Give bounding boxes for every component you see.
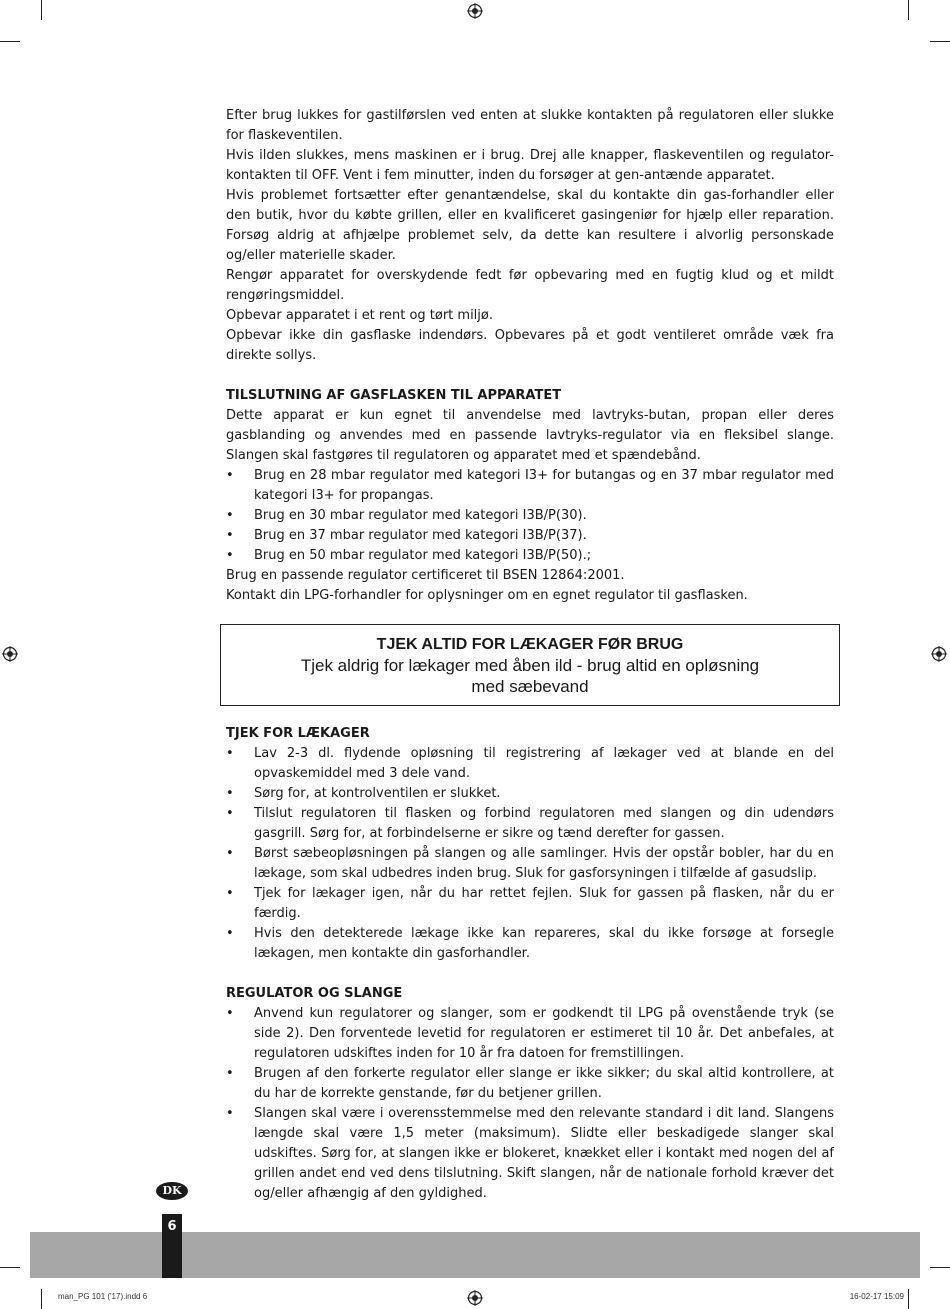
- crop-mark: [908, 0, 909, 20]
- paragraph: Opbevar ikke din gasflaske indendørs. Opbevares på et godt ventileret område væk fra direkte sollys.: [226, 328, 834, 363]
- paragraph: Efter brug lukkes for gastilførslen ved enten at slukke kontakten på regulatoren eller slukke for flaskeventilen.: [226, 108, 834, 143]
- paragraph: Kontakt din LPG-forhandler for oplysninger om en egnet regulator til gasflasken.: [226, 588, 748, 603]
- page-content: [226, 106, 834, 1204]
- warning-text: med sæbevand: [471, 677, 589, 696]
- crop-mark: [930, 41, 950, 42]
- crop-mark: [0, 41, 20, 42]
- crop-mark: [908, 1289, 909, 1309]
- section-heading: REGULATOR OG SLANGE: [226, 986, 403, 1001]
- list-item: • Børst sæbeopløsningen på slangen og alle samlinger. Hvis der opstår bobler, har du en lækage, som skal udbedres inden brug. Sluk for gasforsyningen i tilfælde af gasudslip.: [226, 844, 834, 884]
- paragraph: Brug en passende regulator certificeret til BSEN 12864:2001.: [226, 568, 625, 583]
- paragraph: Rengør apparatet for overskydende fedt før opbevaring med en fugtig klud og et mildt rengøringsmiddel.: [226, 268, 834, 303]
- list-item: • Lav 2-3 dl. flydende opløsning til registrering af lækager ved at blande en del opvaskemiddel med 3 dele vand.: [226, 744, 834, 784]
- crop-mark: [0, 1267, 20, 1268]
- registration-mark-icon: [2, 646, 18, 662]
- section-heading: TJEK FOR LÆKAGER: [226, 726, 370, 741]
- registration-mark-icon: [467, 1290, 483, 1306]
- list-item: • Brug en 50 mbar regulator med kategori I3B/P(50).;: [226, 546, 834, 566]
- list-item: • Anvend kun regulatorer og slanger, som er godkendt til LPG på ovenstående tryk (se side 2). Den forventede levetid for regulatoren er estimeret til 10 år. Det anbefales, at regulatoren udskiftes inden for 10 år fra datoen for fremstillingen.: [226, 1004, 834, 1064]
- print-slug-date: 16-02-17 15:09: [849, 1292, 904, 1301]
- page-number: 6: [162, 1214, 182, 1278]
- crop-mark: [930, 1267, 950, 1268]
- bullet-list: [226, 466, 834, 566]
- list-item: • Tilslut regulatoren til flasken og forbind regulatoren med slangen og din udendørs gasgrill. Sørg for, at forbindelserne er sikre og tænd derefter for gassen.: [226, 804, 834, 844]
- print-slug-file: man_PG 101 ('17).indd 6: [58, 1292, 148, 1301]
- bullet-list: [226, 1004, 834, 1204]
- bullet-list: [226, 744, 834, 964]
- language-badge: DK: [156, 1182, 188, 1200]
- paragraph: Dette apparat er kun egnet til anvendelse med lavtryks-butan, propan eller deres gasblanding og anvendes med en passende lavtryks-regulator via en fleksibel slange. Slangen skal fastgøres til regulatoren og apparatet med et spændebånd.: [226, 408, 834, 463]
- warning-title: TJEK ALTID FOR LÆKAGER FØR BRUG: [376, 636, 684, 653]
- registration-mark-icon: [931, 646, 947, 662]
- warning-text: Tjek aldrig for lækager med åben ild - brug altid en opløsning: [300, 656, 760, 675]
- registration-mark-icon: [467, 3, 483, 19]
- list-item: • Brug en 30 mbar regulator med kategori I3B/P(30).: [226, 506, 834, 526]
- list-item: • Hvis den detekterede lækage ikke kan repareres, skal du ikke forsøge at forsegle lækagen, men kontakte din gasforhandler.: [226, 924, 834, 964]
- section-heading: TILSLUTNING AF GASFLASKEN TIL APPARATET: [226, 388, 562, 403]
- list-item: • Brugen af den forkerte regulator eller slange er ikke sikker; du skal altid kontrollere, at du har de korrekte genstande, før du betjener grillen.: [226, 1064, 834, 1104]
- list-item: • Slangen skal være i overensstemmelse med den relevante standard i dit land. Slangens længde skal være 1,5 meter (maksimum). Slidte eller beskadigede slanger skal udskiftes. Sørg for, at slangen ikke er blokeret, knækket eller i kontakt med nogen del af grillen andet end ved dens tilslutning. Skift slangen, når de nationale forhold kræver det og/eller afhængig af den gyldighed.: [226, 1104, 834, 1204]
- paragraph: Hvis problemet fortsætter efter genantændelse, skal du kontakte din gas-forhandler eller den butik, hvor du købte grillen, eller en kvalificeret gasingeniør for hjælp eller reparation. Forsøg aldrig at afhjælpe problemet selv, da dette kan resultere i alvorlig personskade og/eller materielle skader.: [226, 188, 834, 263]
- list-item: • Brug en 37 mbar regulator med kategori I3B/P(37).: [226, 526, 834, 546]
- list-item: • Sørg for, at kontrolventilen er slukket.: [226, 784, 834, 804]
- list-item: • Brug en 28 mbar regulator med kategori I3+ for butangas og en 37 mbar regulator med kategori I3+ for propangas.: [226, 466, 834, 506]
- warning-box: [220, 624, 840, 706]
- crop-mark: [41, 1289, 42, 1309]
- paragraph: Opbevar apparatet i et rent og tørt miljø.: [226, 308, 493, 323]
- crop-mark: [41, 0, 42, 20]
- list-item: • Tjek for lækager igen, når du har rettet fejlen. Sluk for gassen på flasken, når du er færdig.: [226, 884, 834, 924]
- paragraph: Hvis ilden slukkes, mens maskinen er i brug. Drej alle knapper, flaskeventilen og regulator-kontakten til OFF. Vent i fem minutter, inden du forsøger at gen-antænde apparatet.: [226, 148, 834, 183]
